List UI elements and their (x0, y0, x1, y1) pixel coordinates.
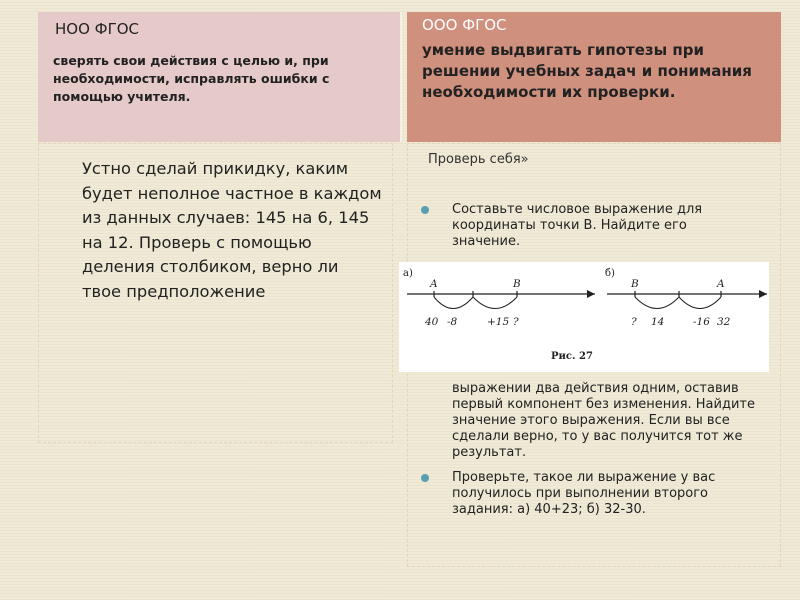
figure-b-value-4: 32 (717, 316, 731, 328)
arc-b-2 (679, 297, 721, 309)
figure-b-point-a: A (717, 278, 725, 290)
bullet-1-text: Составьте числовое выражение для координаты точки B. Найдите его значение. (452, 202, 703, 249)
number-line-figure (399, 262, 769, 372)
arc-a-2 (473, 297, 517, 309)
bullet-item-1 (421, 202, 752, 250)
check-yourself-label: Проверь себя» (428, 152, 529, 167)
figure-b-value-1: ? (631, 316, 637, 328)
figure-b-label: б) (605, 268, 615, 279)
figure-a-point-a: A (430, 278, 438, 290)
figure-a-value-3: +15 (487, 316, 510, 328)
figure-a-point-b: B (513, 278, 521, 290)
header-left-box (38, 12, 402, 142)
figure-a-value-4: ? (513, 316, 519, 328)
header-right-title: ООО ФГОС (422, 16, 507, 34)
bullet-2-partial-text: выражении два действия одним, оставив первый компонент без изменения. Найдите значение этого выражения. Если вы все сделали верно, то у вас получится тот же результат. (452, 381, 755, 460)
figure-b-point-b: B (631, 278, 639, 290)
figure-a-value-1: 40 (425, 316, 439, 328)
figure-a-value-2: -8 (447, 316, 458, 328)
header-left-text: сверять свои действия с целью и, при необходимости, исправлять ошибки с помощью учителя. (53, 53, 330, 104)
header-right-box (407, 12, 781, 142)
arrow-a-icon (587, 290, 595, 298)
bullet-dot-icon (421, 474, 429, 482)
header-right-text: умение выдвигать гипотезы при решении учебных задач и понимания необходимости их проверки. (422, 41, 752, 101)
figure-caption: Рис. 27 (551, 351, 593, 362)
bullet-item-3 (421, 470, 762, 518)
left-panel-text: Устно сделай прикидку, каким будет неполное частное в каждом из данных случаев: 145 на 6, 145 на 12. Проверь с помощью деления столбиком, верно ли твое предположение (82, 159, 382, 301)
figure-b-value-2: 14 (651, 316, 665, 328)
arrow-b-icon (759, 290, 767, 298)
figure-a-label: а) (403, 268, 413, 279)
bullet-dot-icon (421, 206, 429, 214)
arc-b-1 (635, 297, 679, 309)
number-line-diagram (399, 262, 769, 372)
bullet-3-text: Проверьте, такое ли выражение у вас получилось при выполнении второго задания: а) 40+23; б) 32-30. (452, 470, 716, 517)
header-left-title: НОО ФГОС (55, 20, 140, 38)
figure-b-value-3: -16 (693, 316, 710, 328)
arc-a-1 (434, 297, 473, 309)
